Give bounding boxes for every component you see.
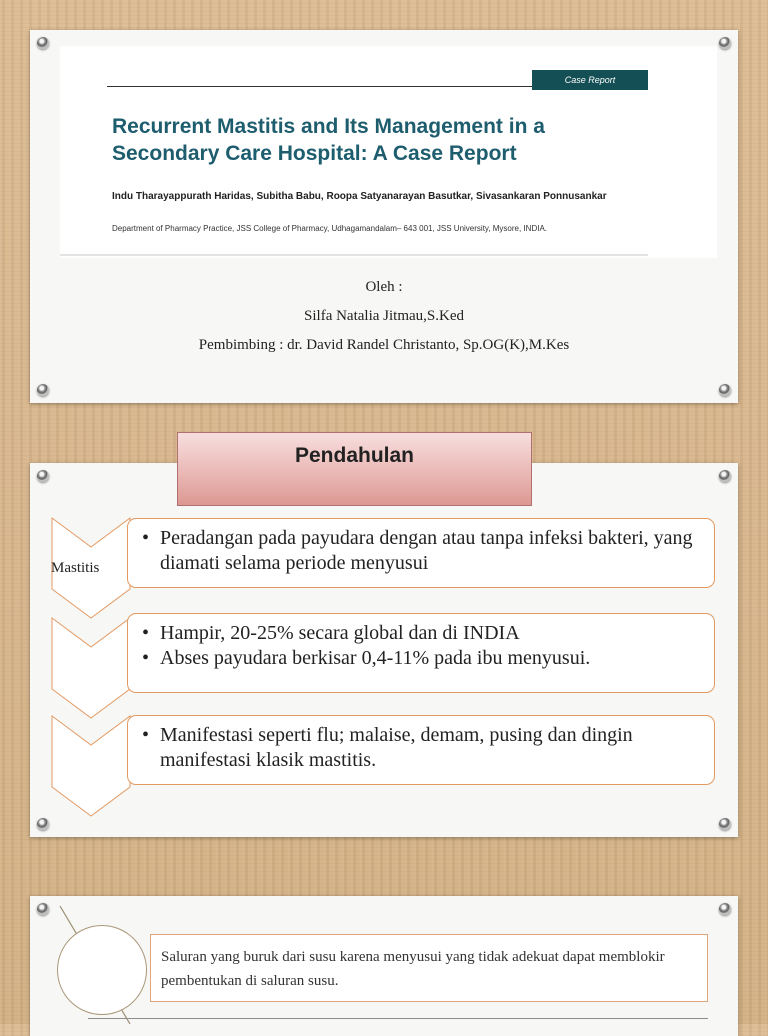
- paper-footer-line: [60, 254, 648, 256]
- presenter-name: Silfa Natalia Jitmau,S.Ked: [304, 308, 464, 324]
- pushpin-icon: [37, 384, 49, 396]
- divider-line: [88, 1018, 708, 1019]
- chevron-shape: [51, 617, 131, 719]
- pushpin-icon: [37, 470, 49, 482]
- pushpin-icon: [37, 818, 49, 830]
- pushpin-icon: [719, 470, 731, 482]
- paper-authors: Indu Tharayappurath Haridas, Subitha Babu, Roopa Satyanarayan Basutkar, Sivasankaran Ponnusankar: [112, 191, 607, 202]
- pushpin-icon: [37, 37, 49, 49]
- slide-etiology: [30, 896, 738, 1036]
- paper-affiliation: Department of Pharmacy Practice, JSS College of Pharmacy, Udhagamandalam– 643 001, JSS University, Mysore, INDIA.: [112, 224, 547, 233]
- header-rule: [107, 86, 532, 87]
- slide-title: [30, 30, 738, 403]
- mastitis-label: Mastitis: [51, 560, 100, 576]
- bullet-item: • Hampir, 20-25% secara global dan di INDIA: [160, 621, 706, 646]
- supervisor-line: Pembimbing : dr. David Randel Christanto, Sp.OG(K),M.Kes: [198, 337, 570, 353]
- pushpin-icon: [719, 903, 731, 915]
- paper-title: Recurrent Mastitis and Its Management in a Secondary Care Hospital: A Case Report: [112, 115, 545, 165]
- section-title: Pendahulan: [177, 432, 532, 506]
- case-report-badge: Case Report: [532, 70, 648, 90]
- pushpin-icon: [719, 818, 731, 830]
- oleh-label: Oleh :: [365, 279, 403, 295]
- bullet-box-prevalence: [127, 613, 715, 693]
- bullet-box-definition: [127, 518, 715, 588]
- pushpin-icon: [719, 37, 731, 49]
- pushpin-icon: [719, 384, 731, 396]
- bullet-item: • Manifestasi seperti flu; malaise, demam, pusing dan dingin manifestasi klasik mastitis.: [160, 723, 706, 773]
- callout-box: Saluran yang buruk dari susu karena menyusui yang tidak adekuat dapat memblokir pembentukan di saluran susu.: [150, 934, 708, 1002]
- bullet-box-manifestation: [127, 715, 715, 785]
- chevron-shape: [51, 715, 131, 817]
- presentation-credits: [30, 273, 738, 360]
- paper-header-image: [60, 46, 717, 258]
- decorative-circle: [57, 925, 147, 1015]
- bullet-item: • Peradangan pada payudara dengan atau tanpa infeksi bakteri, yang diamati selama periode menyusui: [160, 526, 706, 576]
- slide-introduction: [30, 463, 738, 837]
- bullet-item: • Abses payudara berkisar 0,4-11% pada ibu menyusui.: [160, 646, 706, 671]
